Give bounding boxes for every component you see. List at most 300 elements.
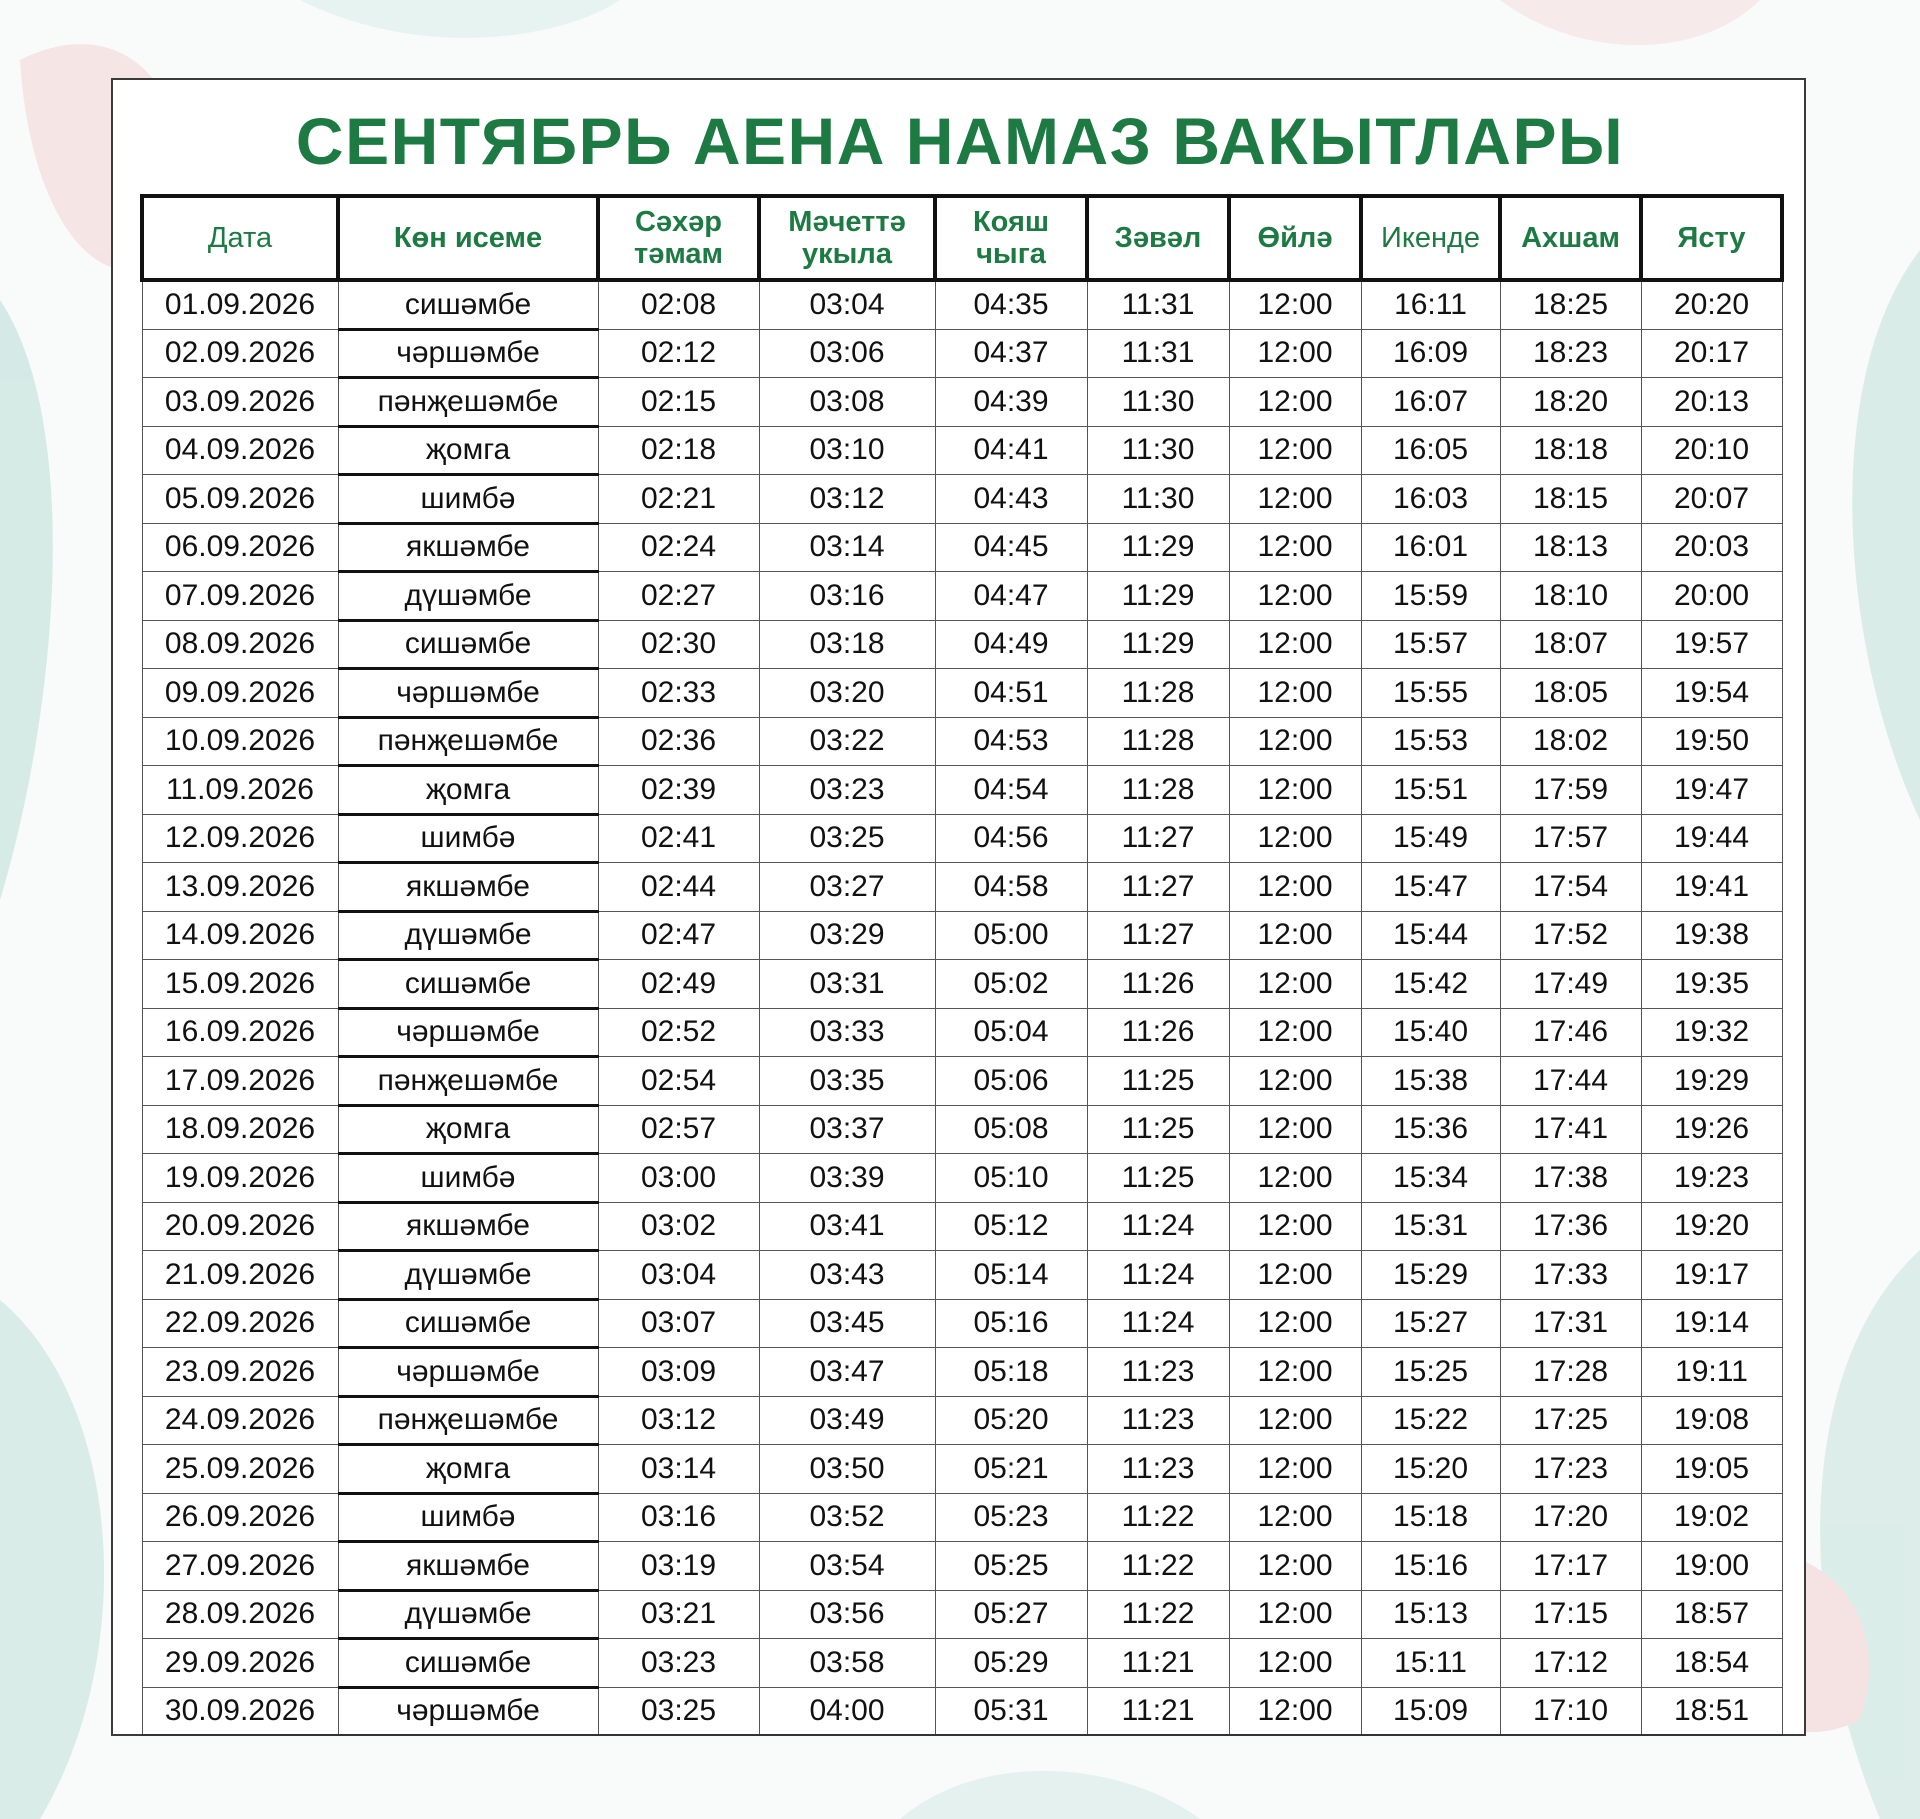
cell-suhur-end: 02:41 (598, 814, 759, 863)
table-row (142, 1348, 1782, 1397)
cell-sunrise: 05:00 (935, 911, 1087, 960)
table-row (142, 766, 1782, 815)
cell-asr: 15:59 (1361, 572, 1500, 621)
cell-sunrise: 04:56 (935, 814, 1087, 863)
cell-zawal: 11:25 (1087, 1057, 1229, 1106)
cell-date: 07.09.2026 (142, 572, 338, 621)
cell-isha: 19:29 (1641, 1057, 1782, 1106)
cell-zawal: 11:22 (1087, 1542, 1229, 1591)
cell-mosque-read: 03:29 (759, 911, 935, 960)
cell-day-name: сишәмбе (338, 620, 598, 669)
cell-date: 23.09.2026 (142, 1348, 338, 1397)
cell-sunrise: 05:23 (935, 1493, 1087, 1542)
column-header-mosque-read: Мәчеттә укыла (759, 196, 935, 280)
cell-zawal: 11:30 (1087, 475, 1229, 524)
cell-dhuhr: 12:00 (1229, 572, 1361, 621)
cell-asr: 15:51 (1361, 766, 1500, 815)
cell-isha: 19:41 (1641, 863, 1782, 912)
cell-day-name: чәршәмбе (338, 329, 598, 378)
cell-suhur-end: 02:21 (598, 475, 759, 524)
cell-mosque-read: 03:08 (759, 378, 935, 427)
cell-mosque-read: 03:35 (759, 1057, 935, 1106)
cell-asr: 15:40 (1361, 1008, 1500, 1057)
cell-mosque-read: 03:06 (759, 329, 935, 378)
cell-asr: 15:22 (1361, 1396, 1500, 1445)
cell-suhur-end: 02:57 (598, 1105, 759, 1154)
cell-mosque-read: 03:31 (759, 960, 935, 1009)
cell-isha: 19:02 (1641, 1493, 1782, 1542)
cell-asr: 15:38 (1361, 1057, 1500, 1106)
cell-date: 22.09.2026 (142, 1299, 338, 1348)
cell-dhuhr: 12:00 (1229, 717, 1361, 766)
cell-zawal: 11:29 (1087, 572, 1229, 621)
cell-isha: 20:07 (1641, 475, 1782, 524)
cell-zawal: 11:28 (1087, 717, 1229, 766)
cell-isha: 18:51 (1641, 1687, 1782, 1735)
cell-zawal: 11:26 (1087, 1008, 1229, 1057)
cell-dhuhr: 12:00 (1229, 475, 1361, 524)
cell-asr: 15:27 (1361, 1299, 1500, 1348)
cell-dhuhr: 12:00 (1229, 669, 1361, 718)
cell-asr: 15:25 (1361, 1348, 1500, 1397)
table-row (142, 426, 1782, 475)
cell-isha: 19:50 (1641, 717, 1782, 766)
cell-zawal: 11:24 (1087, 1299, 1229, 1348)
table-row (142, 1687, 1782, 1735)
column-header-suhur-end: Сәхәр тәмам (598, 196, 759, 280)
cell-mosque-read: 03:37 (759, 1105, 935, 1154)
cell-dhuhr: 12:00 (1229, 1105, 1361, 1154)
cell-day-name: чәршәмбе (338, 1687, 598, 1735)
cell-suhur-end: 03:02 (598, 1202, 759, 1251)
cell-date: 20.09.2026 (142, 1202, 338, 1251)
cell-dhuhr: 12:00 (1229, 1299, 1361, 1348)
cell-day-name: шимбә (338, 814, 598, 863)
cell-zawal: 11:28 (1087, 669, 1229, 718)
cell-asr: 15:13 (1361, 1590, 1500, 1639)
cell-date: 21.09.2026 (142, 1251, 338, 1300)
cell-mosque-read: 03:58 (759, 1639, 935, 1688)
cell-day-name: җомга (338, 1105, 598, 1154)
cell-sunrise: 05:08 (935, 1105, 1087, 1154)
table-row (142, 1396, 1782, 1445)
cell-dhuhr: 12:00 (1229, 1687, 1361, 1735)
cell-isha: 19:47 (1641, 766, 1782, 815)
cell-suhur-end: 02:30 (598, 620, 759, 669)
cell-sunrise: 05:29 (935, 1639, 1087, 1688)
cell-day-name: шимбә (338, 1493, 598, 1542)
cell-asr: 15:31 (1361, 1202, 1500, 1251)
cell-isha: 20:10 (1641, 426, 1782, 475)
table-header-row (142, 196, 1782, 280)
cell-day-name: якшәмбе (338, 1202, 598, 1251)
cell-dhuhr: 12:00 (1229, 1348, 1361, 1397)
cell-suhur-end: 02:52 (598, 1008, 759, 1057)
cell-dhuhr: 12:00 (1229, 1057, 1361, 1106)
cell-mosque-read: 03:18 (759, 620, 935, 669)
cell-suhur-end: 02:33 (598, 669, 759, 718)
cell-isha: 19:23 (1641, 1154, 1782, 1203)
table-row (142, 1493, 1782, 1542)
cell-sunrise: 05:04 (935, 1008, 1087, 1057)
cell-asr: 15:55 (1361, 669, 1500, 718)
table-row (142, 1445, 1782, 1494)
cell-dhuhr: 12:00 (1229, 1202, 1361, 1251)
table-row (142, 1008, 1782, 1057)
cell-maghrib: 17:46 (1500, 1008, 1641, 1057)
cell-asr: 15:49 (1361, 814, 1500, 863)
cell-suhur-end: 02:08 (598, 280, 759, 329)
cell-maghrib: 17:10 (1500, 1687, 1641, 1735)
cell-maghrib: 17:49 (1500, 960, 1641, 1009)
cell-day-name: пәнҗешәмбе (338, 1057, 598, 1106)
table-row (142, 1299, 1782, 1348)
column-header-zawal: Зәвәл (1087, 196, 1229, 280)
cell-zawal: 11:25 (1087, 1105, 1229, 1154)
cell-date: 06.09.2026 (142, 523, 338, 572)
cell-sunrise: 04:35 (935, 280, 1087, 329)
cell-day-name: якшәмбе (338, 1542, 598, 1591)
cell-zawal: 11:30 (1087, 426, 1229, 475)
cell-maghrib: 17:54 (1500, 863, 1641, 912)
cell-date: 30.09.2026 (142, 1687, 338, 1735)
cell-day-name: якшәмбе (338, 523, 598, 572)
cell-zawal: 11:21 (1087, 1639, 1229, 1688)
cell-day-name: сишәмбе (338, 1639, 598, 1688)
cell-suhur-end: 02:39 (598, 766, 759, 815)
cell-asr: 15:11 (1361, 1639, 1500, 1688)
cell-date: 19.09.2026 (142, 1154, 338, 1203)
column-header-sunrise: Кояш чыга (935, 196, 1087, 280)
cell-mosque-read: 03:45 (759, 1299, 935, 1348)
cell-zawal: 11:22 (1087, 1590, 1229, 1639)
cell-mosque-read: 03:10 (759, 426, 935, 475)
cell-maghrib: 17:12 (1500, 1639, 1641, 1688)
table-row (142, 717, 1782, 766)
cell-maghrib: 17:15 (1500, 1590, 1641, 1639)
table-row (142, 911, 1782, 960)
table-row (142, 620, 1782, 669)
cell-dhuhr: 12:00 (1229, 1542, 1361, 1591)
cell-date: 16.09.2026 (142, 1008, 338, 1057)
cell-zawal: 11:21 (1087, 1687, 1229, 1735)
cell-mosque-read: 03:52 (759, 1493, 935, 1542)
table-row (142, 523, 1782, 572)
table-row (142, 475, 1782, 524)
table-row (142, 1542, 1782, 1591)
cell-day-name: дүшәмбе (338, 911, 598, 960)
cell-asr: 15:09 (1361, 1687, 1500, 1735)
cell-mosque-read: 03:23 (759, 766, 935, 815)
cell-sunrise: 05:14 (935, 1251, 1087, 1300)
cell-suhur-end: 02:18 (598, 426, 759, 475)
cell-isha: 19:14 (1641, 1299, 1782, 1348)
cell-sunrise: 04:58 (935, 863, 1087, 912)
table-row (142, 1251, 1782, 1300)
cell-sunrise: 04:53 (935, 717, 1087, 766)
cell-date: 17.09.2026 (142, 1057, 338, 1106)
cell-date: 25.09.2026 (142, 1445, 338, 1494)
table-row (142, 378, 1782, 427)
cell-suhur-end: 02:36 (598, 717, 759, 766)
cell-asr: 15:57 (1361, 620, 1500, 669)
cell-suhur-end: 03:21 (598, 1590, 759, 1639)
table-row (142, 1105, 1782, 1154)
cell-isha: 19:08 (1641, 1396, 1782, 1445)
cell-date: 26.09.2026 (142, 1493, 338, 1542)
prayer-times-table-wrap (140, 194, 1780, 1736)
cell-day-name: җомга (338, 426, 598, 475)
cell-date: 09.09.2026 (142, 669, 338, 718)
cell-zawal: 11:31 (1087, 280, 1229, 329)
cell-dhuhr: 12:00 (1229, 620, 1361, 669)
cell-asr: 16:03 (1361, 475, 1500, 524)
cell-asr: 16:11 (1361, 280, 1500, 329)
cell-date: 29.09.2026 (142, 1639, 338, 1688)
cell-asr: 16:07 (1361, 378, 1500, 427)
cell-zawal: 11:23 (1087, 1348, 1229, 1397)
cell-zawal: 11:25 (1087, 1154, 1229, 1203)
cell-sunrise: 05:27 (935, 1590, 1087, 1639)
cell-day-name: сишәмбе (338, 280, 598, 329)
cell-date: 15.09.2026 (142, 960, 338, 1009)
cell-suhur-end: 03:12 (598, 1396, 759, 1445)
cell-sunrise: 04:37 (935, 329, 1087, 378)
cell-isha: 19:32 (1641, 1008, 1782, 1057)
cell-mosque-read: 03:47 (759, 1348, 935, 1397)
cell-suhur-end: 03:25 (598, 1687, 759, 1735)
cell-asr: 16:09 (1361, 329, 1500, 378)
cell-suhur-end: 03:19 (598, 1542, 759, 1591)
cell-date: 11.09.2026 (142, 766, 338, 815)
cell-mosque-read: 03:25 (759, 814, 935, 863)
cell-isha: 19:38 (1641, 911, 1782, 960)
cell-maghrib: 18:15 (1500, 475, 1641, 524)
cell-day-name: чәршәмбе (338, 669, 598, 718)
cell-mosque-read: 03:56 (759, 1590, 935, 1639)
cell-zawal: 11:27 (1087, 863, 1229, 912)
cell-sunrise: 04:51 (935, 669, 1087, 718)
cell-mosque-read: 03:12 (759, 475, 935, 524)
cell-maghrib: 17:28 (1500, 1348, 1641, 1397)
cell-zawal: 11:29 (1087, 620, 1229, 669)
cell-maghrib: 17:52 (1500, 911, 1641, 960)
cell-suhur-end: 02:49 (598, 960, 759, 1009)
cell-zawal: 11:26 (1087, 960, 1229, 1009)
cell-asr: 15:34 (1361, 1154, 1500, 1203)
cell-suhur-end: 02:54 (598, 1057, 759, 1106)
cell-maghrib: 17:59 (1500, 766, 1641, 815)
cell-suhur-end: 02:12 (598, 329, 759, 378)
cell-day-name: җомга (338, 1445, 598, 1494)
cell-isha: 19:44 (1641, 814, 1782, 863)
cell-dhuhr: 12:00 (1229, 1493, 1361, 1542)
cell-mosque-read: 03:14 (759, 523, 935, 572)
cell-date: 10.09.2026 (142, 717, 338, 766)
cell-dhuhr: 12:00 (1229, 863, 1361, 912)
cell-day-name: сишәмбе (338, 1299, 598, 1348)
table-row (142, 1639, 1782, 1688)
cell-zawal: 11:31 (1087, 329, 1229, 378)
cell-sunrise: 04:49 (935, 620, 1087, 669)
cell-dhuhr: 12:00 (1229, 1445, 1361, 1494)
cell-dhuhr: 12:00 (1229, 1590, 1361, 1639)
cell-mosque-read: 03:39 (759, 1154, 935, 1203)
cell-isha: 20:00 (1641, 572, 1782, 621)
cell-mosque-read: 03:50 (759, 1445, 935, 1494)
cell-isha: 19:05 (1641, 1445, 1782, 1494)
cell-date: 02.09.2026 (142, 329, 338, 378)
cell-dhuhr: 12:00 (1229, 523, 1361, 572)
cell-dhuhr: 12:00 (1229, 329, 1361, 378)
cell-date: 01.09.2026 (142, 280, 338, 329)
cell-sunrise: 04:54 (935, 766, 1087, 815)
cell-isha: 19:20 (1641, 1202, 1782, 1251)
cell-asr: 15:20 (1361, 1445, 1500, 1494)
cell-isha: 19:11 (1641, 1348, 1782, 1397)
cell-isha: 20:03 (1641, 523, 1782, 572)
cell-date: 28.09.2026 (142, 1590, 338, 1639)
cell-dhuhr: 12:00 (1229, 378, 1361, 427)
cell-maghrib: 17:25 (1500, 1396, 1641, 1445)
cell-dhuhr: 12:00 (1229, 280, 1361, 329)
column-header-date: Дата (142, 196, 338, 280)
cell-asr: 15:42 (1361, 960, 1500, 1009)
cell-maghrib: 18:02 (1500, 717, 1641, 766)
cell-maghrib: 18:07 (1500, 620, 1641, 669)
cell-asr: 15:18 (1361, 1493, 1500, 1542)
cell-asr: 15:53 (1361, 717, 1500, 766)
cell-maghrib: 18:25 (1500, 280, 1641, 329)
cell-maghrib: 17:33 (1500, 1251, 1641, 1300)
cell-sunrise: 05:12 (935, 1202, 1087, 1251)
cell-sunrise: 05:10 (935, 1154, 1087, 1203)
cell-isha: 19:35 (1641, 960, 1782, 1009)
column-header-day-name: Көн исеме (338, 196, 598, 280)
cell-day-name: якшәмбе (338, 863, 598, 912)
table-row (142, 1154, 1782, 1203)
cell-sunrise: 04:45 (935, 523, 1087, 572)
cell-sunrise: 04:43 (935, 475, 1087, 524)
cell-dhuhr: 12:00 (1229, 1008, 1361, 1057)
cell-sunrise: 05:16 (935, 1299, 1087, 1348)
cell-sunrise: 05:20 (935, 1396, 1087, 1445)
cell-isha: 19:54 (1641, 669, 1782, 718)
cell-date: 13.09.2026 (142, 863, 338, 912)
cell-isha: 20:20 (1641, 280, 1782, 329)
cell-mosque-read: 03:41 (759, 1202, 935, 1251)
cell-day-name: сишәмбе (338, 960, 598, 1009)
cell-sunrise: 04:41 (935, 426, 1087, 475)
cell-suhur-end: 03:14 (598, 1445, 759, 1494)
cell-date: 03.09.2026 (142, 378, 338, 427)
cell-dhuhr: 12:00 (1229, 960, 1361, 1009)
cell-day-name: пәнҗешәмбе (338, 717, 598, 766)
cell-asr: 15:16 (1361, 1542, 1500, 1591)
cell-date: 08.09.2026 (142, 620, 338, 669)
cell-mosque-read: 03:49 (759, 1396, 935, 1445)
cell-isha: 19:26 (1641, 1105, 1782, 1154)
cell-asr: 15:29 (1361, 1251, 1500, 1300)
cell-mosque-read: 03:04 (759, 280, 935, 329)
cell-mosque-read: 03:16 (759, 572, 935, 621)
cell-suhur-end: 03:00 (598, 1154, 759, 1203)
cell-maghrib: 17:41 (1500, 1105, 1641, 1154)
cell-day-name: дүшәмбе (338, 572, 598, 621)
cell-day-name: дүшәмбе (338, 1590, 598, 1639)
cell-zawal: 11:24 (1087, 1202, 1229, 1251)
cell-day-name: җомга (338, 766, 598, 815)
page-title: СЕНТЯБРЬ АЕНА НАМАЗ ВАКЫТЛАРЫ (295, 104, 1625, 178)
column-header-maghrib: Ахшам (1500, 196, 1641, 280)
cell-date: 04.09.2026 (142, 426, 338, 475)
cell-dhuhr: 12:00 (1229, 426, 1361, 475)
cell-isha: 20:17 (1641, 329, 1782, 378)
cell-day-name: чәршәмбе (338, 1348, 598, 1397)
table-row (142, 1590, 1782, 1639)
table-row (142, 1057, 1782, 1106)
cell-asr: 16:01 (1361, 523, 1500, 572)
cell-zawal: 11:23 (1087, 1396, 1229, 1445)
cell-date: 05.09.2026 (142, 475, 338, 524)
cell-zawal: 11:29 (1087, 523, 1229, 572)
cell-suhur-end: 03:09 (598, 1348, 759, 1397)
cell-date: 27.09.2026 (142, 1542, 338, 1591)
cell-dhuhr: 12:00 (1229, 911, 1361, 960)
cell-date: 12.09.2026 (142, 814, 338, 863)
cell-dhuhr: 12:00 (1229, 814, 1361, 863)
cell-isha: 19:57 (1641, 620, 1782, 669)
table-row (142, 863, 1782, 912)
cell-dhuhr: 12:00 (1229, 766, 1361, 815)
cell-mosque-read: 03:27 (759, 863, 935, 912)
column-header-dhuhr: Өйлә (1229, 196, 1361, 280)
cell-dhuhr: 12:00 (1229, 1154, 1361, 1203)
table-row (142, 960, 1782, 1009)
cell-zawal: 11:28 (1087, 766, 1229, 815)
cell-suhur-end: 03:04 (598, 1251, 759, 1300)
cell-dhuhr: 12:00 (1229, 1396, 1361, 1445)
cell-zawal: 11:24 (1087, 1251, 1229, 1300)
cell-sunrise: 05:25 (935, 1542, 1087, 1591)
cell-mosque-read: 03:43 (759, 1251, 935, 1300)
cell-zawal: 11:22 (1087, 1493, 1229, 1542)
cell-isha: 18:54 (1641, 1639, 1782, 1688)
cell-suhur-end: 03:23 (598, 1639, 759, 1688)
cell-maghrib: 18:05 (1500, 669, 1641, 718)
table-row (142, 1202, 1782, 1251)
cell-maghrib: 17:20 (1500, 1493, 1641, 1542)
table-row (142, 280, 1782, 329)
cell-isha: 20:13 (1641, 378, 1782, 427)
cell-suhur-end: 03:07 (598, 1299, 759, 1348)
cell-day-name: пәнҗешәмбе (338, 378, 598, 427)
cell-sunrise: 04:39 (935, 378, 1087, 427)
table-row (142, 329, 1782, 378)
cell-mosque-read: 03:22 (759, 717, 935, 766)
cell-sunrise: 05:21 (935, 1445, 1087, 1494)
cell-sunrise: 05:02 (935, 960, 1087, 1009)
cell-sunrise: 04:47 (935, 572, 1087, 621)
column-header-asr: Икенде (1361, 196, 1500, 280)
cell-isha: 19:17 (1641, 1251, 1782, 1300)
table-row (142, 814, 1782, 863)
cell-mosque-read: 03:54 (759, 1542, 935, 1591)
table-row (142, 669, 1782, 718)
cell-maghrib: 18:23 (1500, 329, 1641, 378)
cell-dhuhr: 12:00 (1229, 1251, 1361, 1300)
cell-maghrib: 17:38 (1500, 1154, 1641, 1203)
